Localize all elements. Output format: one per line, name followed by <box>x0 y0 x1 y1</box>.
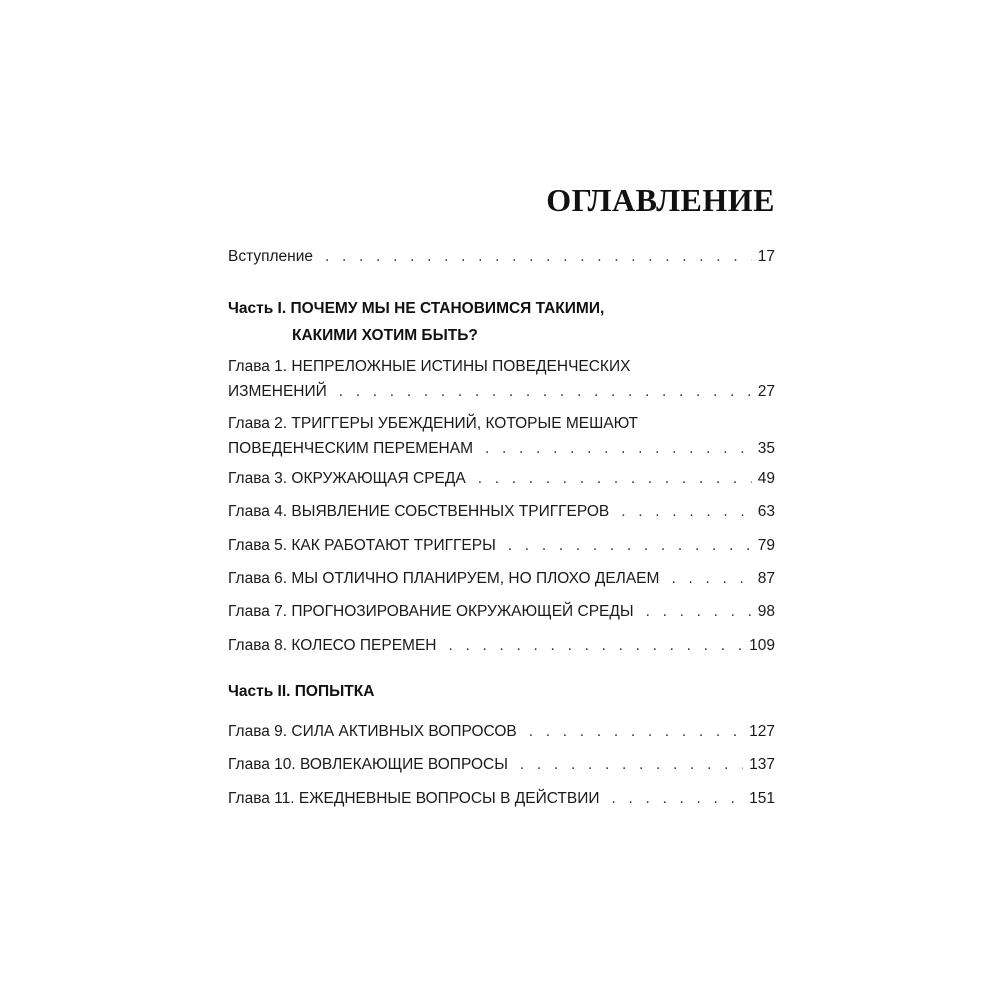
dot-leader <box>325 244 752 269</box>
toc-entry-chapter-8[interactable] <box>228 633 775 658</box>
toc-entry-chapter-3[interactable] <box>228 466 775 491</box>
entry-label: Вступление <box>228 248 314 265</box>
toc-page <box>228 0 775 1000</box>
toc-entry-chapter-9[interactable] <box>228 719 775 744</box>
page-number: 127 <box>749 723 775 740</box>
dot-leader <box>339 379 752 404</box>
page-number: 109 <box>749 637 775 654</box>
toc-entry-chapter-6[interactable] <box>228 566 775 591</box>
page-number: 98 <box>757 603 775 620</box>
page-number: 151 <box>749 790 775 807</box>
toc-entry-chapter-11[interactable] <box>228 786 775 811</box>
part-1-heading <box>228 295 775 349</box>
dot-leader <box>621 499 751 524</box>
dot-leader <box>646 599 752 624</box>
entry-label: Глава 3. ОКРУЖАЮЩАЯ СРЕДА <box>228 470 466 487</box>
entry-label: Глава 6. МЫ ОТЛИЧНО ПЛАНИРУЕМ, НО ПЛОХО ДЕЛАЕМ <box>228 570 660 587</box>
toc-title: ОГЛАВЛЕНИЕ <box>546 182 775 218</box>
entry-label-line-2: ИЗМЕНЕНИЙ <box>228 383 327 400</box>
toc-entry-chapter-2[interactable] <box>228 411 775 461</box>
dot-leader <box>529 719 743 744</box>
entry-label: Глава 10. ВОВЛЕКАЮЩИЕ ВОПРОСЫ <box>228 756 508 773</box>
toc-entry-chapter-4[interactable] <box>228 499 775 524</box>
toc-entry-chapter-10[interactable] <box>228 752 775 777</box>
page-number: 27 <box>757 383 775 400</box>
entry-label: Глава 5. КАК РАБОТАЮТ ТРИГГЕРЫ <box>228 537 496 554</box>
part-2-heading <box>228 678 775 705</box>
toc-entry-chapter-7[interactable] <box>228 599 775 624</box>
entry-label-line-1: Глава 2. ТРИГГЕРЫ УБЕЖДЕНИЙ, КОТОРЫЕ МЕШАЮТ <box>228 415 638 432</box>
page-number: 35 <box>757 440 775 457</box>
dot-leader <box>508 533 752 558</box>
dot-leader <box>485 436 752 461</box>
dot-leader <box>611 786 743 811</box>
toc-entry-chapter-1[interactable] <box>228 354 775 404</box>
entry-label-line-2: ПОВЕДЕНЧЕСКИМ ПЕРЕМЕНАМ <box>228 440 474 457</box>
dot-leader <box>520 752 743 777</box>
part-1-heading-line-1: Часть I. ПОЧЕМУ МЫ НЕ СТАНОВИМСЯ ТАКИМИ, <box>228 300 605 317</box>
dot-leader <box>448 633 743 658</box>
toc-entry-chapter-5[interactable] <box>228 533 775 558</box>
dot-leader <box>671 566 751 591</box>
dot-leader <box>478 466 752 491</box>
entry-label: Глава 8. КОЛЕСО ПЕРЕМЕН <box>228 637 437 654</box>
entry-label: Глава 4. ВЫЯВЛЕНИЕ СОБСТВЕННЫХ ТРИГГЕРОВ <box>228 503 610 520</box>
page-number: 87 <box>757 570 775 587</box>
page-number: 79 <box>757 537 775 554</box>
page-number: 137 <box>749 756 775 773</box>
entry-label: Глава 9. СИЛА АКТИВНЫХ ВОПРОСОВ <box>228 723 517 740</box>
entry-label: Глава 11. ЕЖЕДНЕВНЫЕ ВОПРОСЫ В ДЕЙСТВИИ <box>228 790 600 807</box>
entry-label-line-1: Глава 1. НЕПРЕЛОЖНЫЕ ИСТИНЫ ПОВЕДЕНЧЕСКИХ <box>228 358 631 375</box>
page-number: 49 <box>757 470 775 487</box>
page-number: 17 <box>757 248 775 265</box>
entry-label: Глава 7. ПРОГНОЗИРОВАНИЕ ОКРУЖАЮЩЕЙ СРЕДЫ <box>228 603 634 620</box>
part-2-heading-text: Часть II. ПОПЫТКА <box>228 683 375 700</box>
page-number: 63 <box>757 503 775 520</box>
part-1-heading-line-2: КАКИМИ ХОТИМ БЫТЬ? <box>292 327 478 344</box>
toc-entry-intro[interactable] <box>228 244 775 269</box>
